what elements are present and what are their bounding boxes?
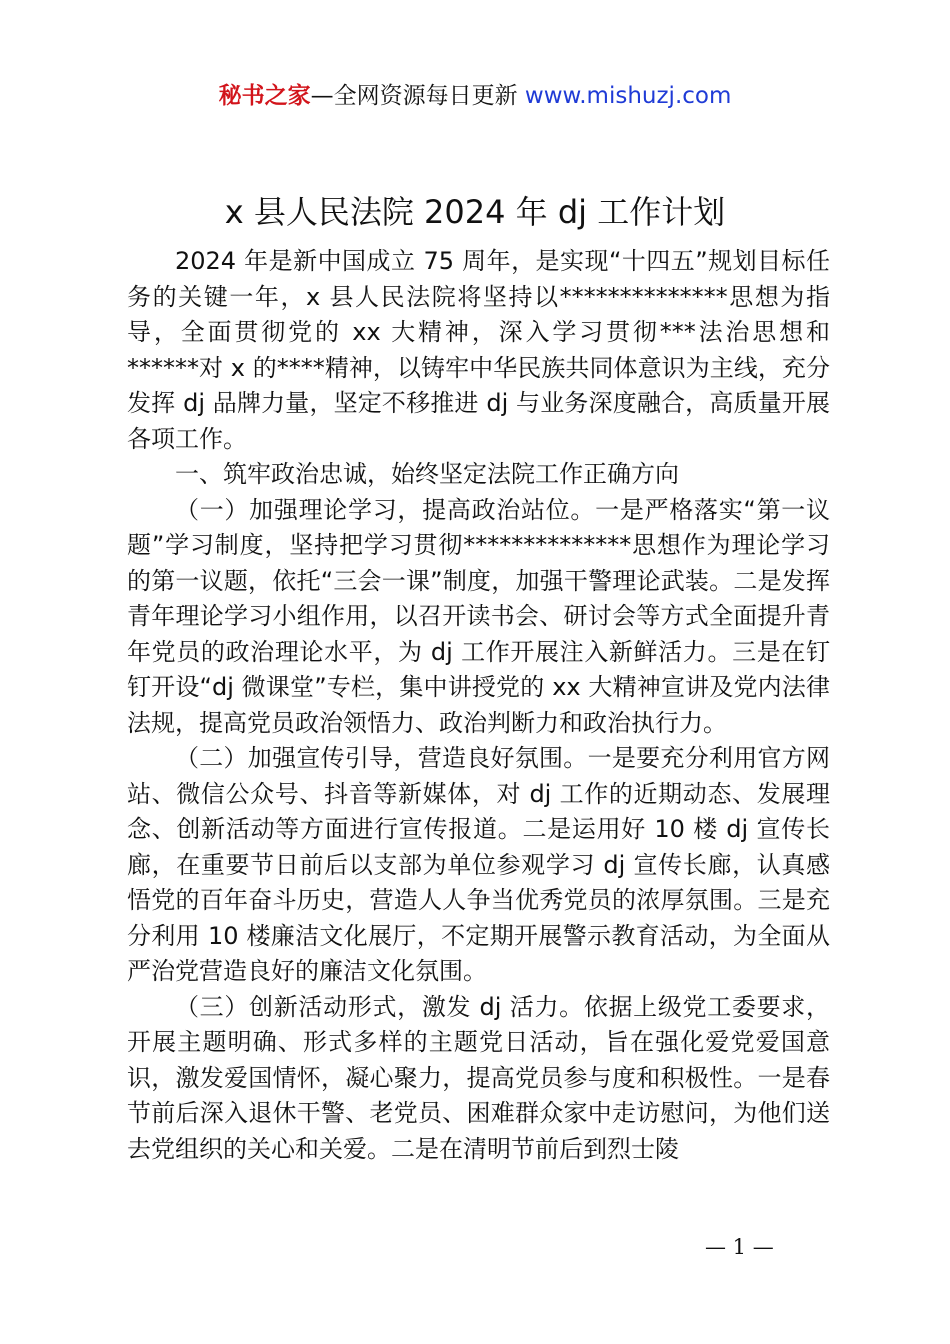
site-tagline: —全网资源每日更新 bbox=[310, 83, 518, 109]
site-brand: 秘书之家 bbox=[218, 83, 311, 109]
site-url[interactable]: www.mishuzj.com bbox=[524, 83, 732, 109]
body-paragraph: （二）加强宣传引导，营造良好氛围。一是要充分利用官方网站、微信公众号、抖音等新媒体，对 dj 工作的近期动态、发展理念、创新活动等方面进行宣传报道。二是运用好 10 楼 dj 宣传长廊，在重要节日前后以支部为单位参观学习 dj 宣传长廊，认真感悟党的百年奋斗历史，营造人人争当优秀党员的浓厚氛围。三是充分利用 10 楼廉洁文化展厅，不定期开展警示教育活动，为全面从严治党营造良好的廉洁文化氛围。 bbox=[127, 744, 830, 985]
section-heading: 一、筑牢政治忠诚，始终坚定法院工作正确方向 bbox=[175, 460, 679, 488]
document-title: x 县人民法院 2024 年 dj 工作计划 bbox=[224, 193, 726, 231]
intro-paragraph: 2024 年是新中国成立 75 周年，是实现“十四五”规划目标任务的关键一年，x 县人民法院将坚持以**************思想为指导，全面贯彻党的 xx 大精神，深入学习贯彻***法治思想和******对 x 的****精神，以铸牢中华民族共同体意识为主线，充分发挥 dj 品牌力量，坚定不移推进 dj 与业务深度融合，高质量开展各项工作。 bbox=[127, 247, 830, 453]
page-number: — 1 — bbox=[705, 1235, 774, 1259]
site-banner bbox=[0, 80, 950, 112]
document-body bbox=[127, 244, 830, 1167]
body-paragraph: （一）加强理论学习，提高政治站位。一是严格落实“第一议题”学习制度，坚持把学习贯彻**************思想作为理论学习的第一议题，依托“三会一课”制度，加强干警理论武装。二是发挥青年理论学习小组作用，以召开读书会、研讨会等方式全面提升青年党员的政治理论水平，为 dj 工作开展注入新鲜活力。三是在钉钉开设“dj 微课堂”专栏，集中讲授党的 xx 大精神宣讲及党内法律法规，提高党员政治领悟力、政治判断力和政治执行力。 bbox=[127, 495, 830, 737]
body-paragraph: （三）创新活动形式，激发 dj 活力。依据上级党工委要求，开展主题明确、形式多样的主题党日活动，旨在强化爱党爱国意识，激发爱国情怀，凝心聚力，提高党员参与度和积极性。一是春节前后深入退休干警、老党员、困难群众家中走访慰问，为他们送去党组织的关心和关爱。二是在清明节前后到烈士陵 bbox=[127, 992, 830, 1163]
